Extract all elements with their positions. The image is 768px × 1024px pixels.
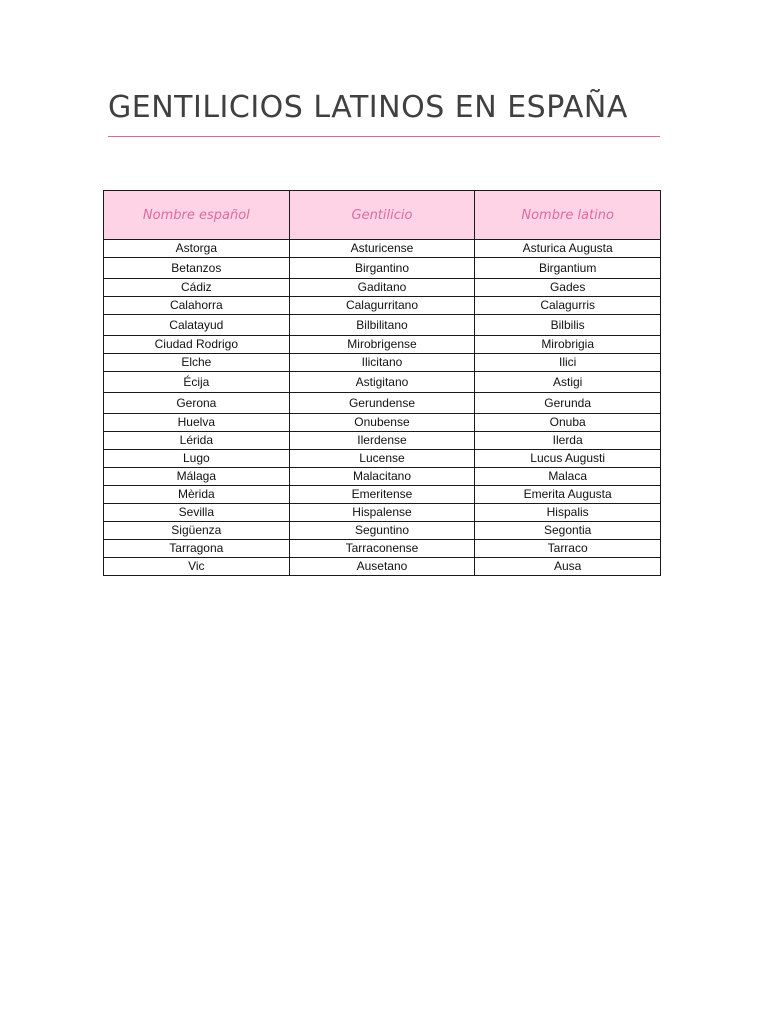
cell-nombre-espanol: Elche [104,354,290,372]
page-title: GENTILICIOS LATINOS EN ESPAÑA [108,90,628,125]
table-row [104,240,661,258]
table-body [104,240,661,576]
cell-nombre-espanol: Mèrida [104,486,290,504]
table-row [104,504,661,522]
cell-nombre-latino: Tarraco [475,540,661,558]
table-row [104,372,661,393]
cell-gentilicio: Emeritense [289,486,475,504]
cell-nombre-latino: Segontia [475,522,661,540]
table-row [104,297,661,315]
cell-gentilicio: Lucense [289,450,475,468]
table-row [104,336,661,354]
table-row [104,258,661,279]
gentilicios-table [103,190,661,576]
cell-gentilicio: Onubense [289,414,475,432]
cell-nombre-espanol: Sigüenza [104,522,290,540]
cell-gentilicio: Astigitano [289,372,475,393]
cell-gentilicio: Malacitano [289,468,475,486]
table-row [104,450,661,468]
cell-gentilicio: Ausetano [289,558,475,576]
cell-nombre-latino: Gerunda [475,393,661,414]
cell-nombre-latino: Mirobrigia [475,336,661,354]
cell-gentilicio: Mirobrigense [289,336,475,354]
cell-nombre-latino: Astigi [475,372,661,393]
cell-nombre-espanol: Málaga [104,468,290,486]
cell-nombre-espanol: Calahorra [104,297,290,315]
cell-gentilicio: Hispalense [289,504,475,522]
cell-nombre-espanol: Sevilla [104,504,290,522]
cell-nombre-espanol: Tarragona [104,540,290,558]
header-nombre-espanol: Nombre español [104,191,290,240]
cell-gentilicio: Ilerdense [289,432,475,450]
cell-nombre-espanol: Huelva [104,414,290,432]
cell-nombre-espanol: Gerona [104,393,290,414]
cell-nombre-latino: Onuba [475,414,661,432]
cell-nombre-latino: Gades [475,279,661,297]
table-row [104,414,661,432]
table-row [104,354,661,372]
cell-gentilicio: Birgantino [289,258,475,279]
cell-nombre-latino: Ausa [475,558,661,576]
cell-nombre-latino: Ilerda [475,432,661,450]
cell-nombre-latino: Asturica Augusta [475,240,661,258]
table-row [104,522,661,540]
cell-gentilicio: Seguntino [289,522,475,540]
table-row [104,279,661,297]
header-gentilicio: Gentilicio [289,191,475,240]
cell-nombre-espanol: Cádiz [104,279,290,297]
cell-nombre-espanol: Vic [104,558,290,576]
cell-nombre-latino: Birgantium [475,258,661,279]
cell-gentilicio: Ilicitano [289,354,475,372]
cell-gentilicio: Asturicense [289,240,475,258]
cell-gentilicio: Calagurritano [289,297,475,315]
table-row [104,315,661,336]
cell-gentilicio: Tarraconense [289,540,475,558]
cell-gentilicio: Bilbilitano [289,315,475,336]
cell-nombre-espanol: Betanzos [104,258,290,279]
table-header-row [104,191,661,240]
table-row [104,468,661,486]
table-row [104,540,661,558]
cell-gentilicio: Gaditano [289,279,475,297]
cell-gentilicio: Gerundense [289,393,475,414]
cell-nombre-latino: Hispalis [475,504,661,522]
header-nombre-latino: Nombre latino [475,191,661,240]
cell-nombre-espanol: Astorga [104,240,290,258]
title-divider [108,136,660,137]
cell-nombre-latino: Ilici [475,354,661,372]
cell-nombre-espanol: Calatayud [104,315,290,336]
cell-nombre-espanol: Lérida [104,432,290,450]
cell-nombre-latino: Lucus Augusti [475,450,661,468]
cell-nombre-latino: Malaca [475,468,661,486]
table-row [104,558,661,576]
cell-nombre-latino: Bilbilis [475,315,661,336]
cell-nombre-espanol: Lugo [104,450,290,468]
cell-nombre-latino: Emerita Augusta [475,486,661,504]
cell-nombre-espanol: Ciudad Rodrigo [104,336,290,354]
cell-nombre-espanol: Écija [104,372,290,393]
table-row [104,393,661,414]
table-row [104,486,661,504]
cell-nombre-latino: Calagurris [475,297,661,315]
table-row [104,432,661,450]
